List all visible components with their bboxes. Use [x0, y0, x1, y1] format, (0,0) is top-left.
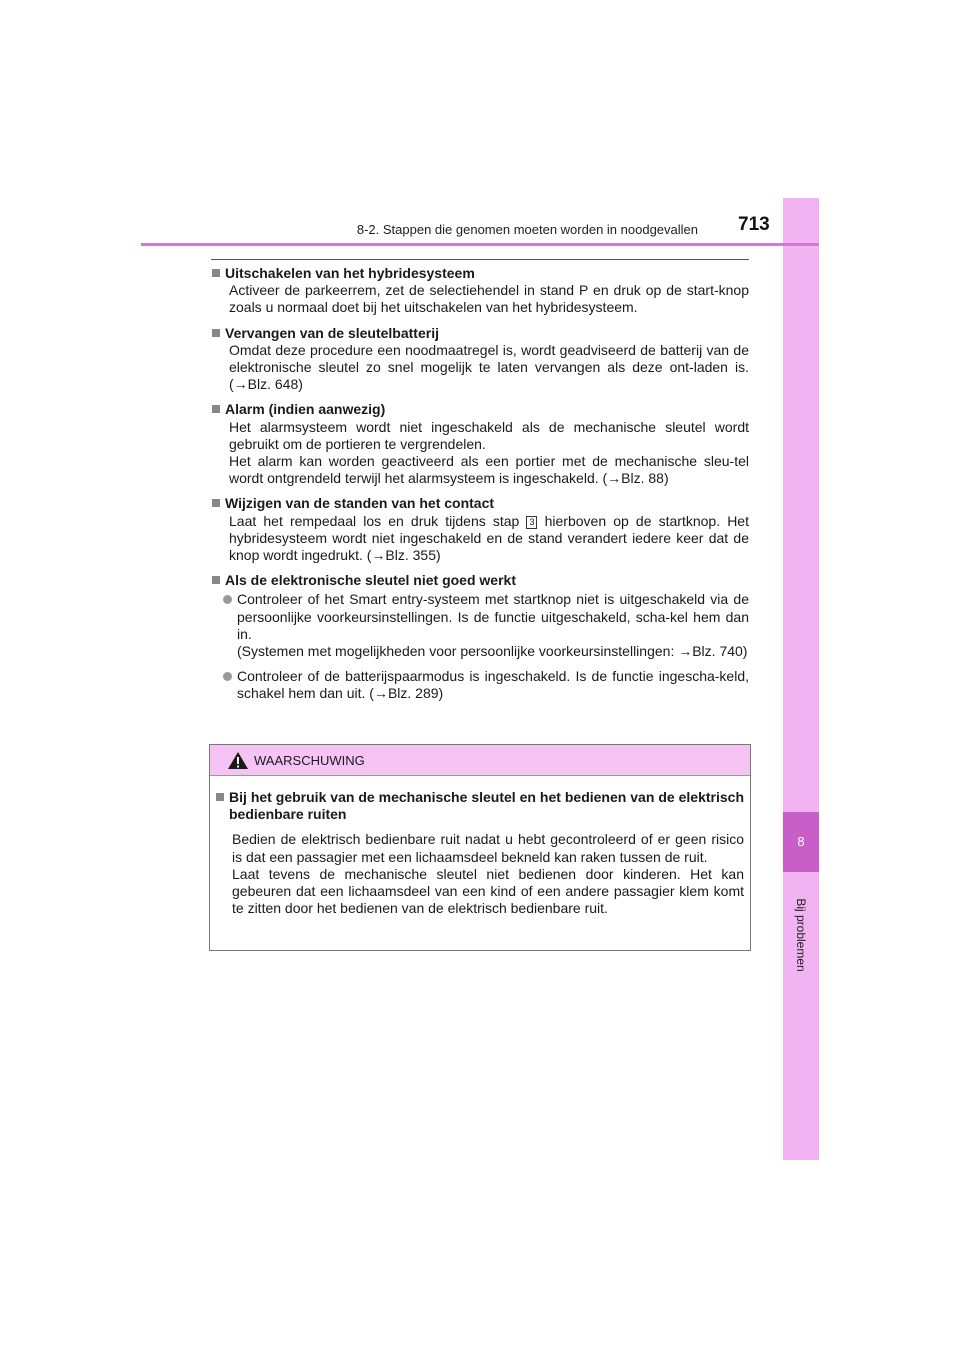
section-text: Activeer de parkeerrem, zet de selectiehendel in stand P en druk op de start-knop zoals u normaal doet bij het uitschakelen van het hybridesysteem.: [229, 282, 749, 316]
warning-title: WAARSCHUWING: [254, 753, 365, 768]
list-item-text: Controleer of het Smart entry-systeem met startknop niet is uitgeschakeld via de persoonlijke voorkeursinstellingen. Is de functie uitgeschakeld, scha-kel hem dan in.: [237, 591, 749, 642]
square-bullet-icon: [216, 793, 224, 801]
circle-bullet-icon: [223, 672, 232, 681]
list-item-text: Controleer of de batterijspaarmodus is ingeschakeld. Is de functie ingescha-keld, schakel hem dan uit. (→Blz. 289): [237, 668, 749, 702]
main-content: [211, 265, 749, 703]
section-heading: Wijzigen van de standen van het contact: [211, 495, 749, 512]
square-bullet-icon: [212, 499, 220, 507]
header-rule: [141, 243, 819, 246]
content-top-rule: [211, 259, 749, 260]
section-heading: Als de elektronische sleutel niet goed werkt: [211, 572, 749, 589]
warning-box: [209, 744, 751, 951]
page-number: 713: [738, 214, 770, 235]
circle-bullet-icon: [223, 595, 232, 604]
square-bullet-icon: [212, 329, 220, 337]
warning-text: Bedien de elektrisch bedienbare ruit nadat u hebt gecontroleerd of er geen risico is dat een passagier met een lichaamsdeel bekneld kan raken tussen de ruit. Laat tevens de mechanische sleutel niet bedienen door kinderen. Het kan gebeuren dat een lichaamsdeel van een kind of een andere passagier klem komt te zitten door het bedienen van de elektrisch bedienbare ruit.: [232, 831, 744, 917]
section-text: Het alarm kan worden geactiveerd als een portier met de mechanische sleu-tel wordt ontgrendeld terwijl het alarmsysteem is ingeschakeld. (→Blz. 88): [229, 453, 749, 487]
square-bullet-icon: [212, 576, 220, 584]
section-heading: Alarm (indien aanwezig): [211, 401, 749, 418]
chapter-label-text: Bij problemen: [794, 898, 808, 972]
square-bullet-icon: [212, 405, 220, 413]
chapter-sidebar: [783, 198, 819, 1160]
list-item: [223, 591, 749, 660]
section-title: 8-2. Stappen die genomen moeten worden in noodgevallen: [356, 222, 698, 237]
warning-triangle-icon: [227, 751, 249, 770]
section-text: Omdat deze procedure een noodmaatregel is, wordt geadviseerd de batterij van de elektronische sleutel zo snel mogelijk te laten vervangen als deze ont-laden is. (→Blz. 648): [229, 341, 749, 393]
warning-header: [210, 745, 750, 776]
section-heading: Vervangen van de sleutelbatterij: [211, 325, 749, 342]
warning-heading: Bij het gebruik van de mechanische sleutel en het bedienen van de elektrisch bedienbare ruiten: [215, 789, 744, 823]
section-text: Het alarmsysteem wordt niet ingeschakeld als de mechanische sleutel wordt gebruikt om de portieren te vergrendelen.: [229, 418, 749, 452]
chapter-number-tab[interactable]: 8: [783, 812, 819, 872]
list-item-text: (Systemen met mogelijkheden voor persoonlijke voorkeursinstellingen: →Blz. 740): [237, 643, 748, 660]
step-reference: 3: [526, 516, 537, 529]
section-text: Laat het rempedaal los en druk tijdens stap 3 hierboven op de startknop. Het hybridesysteem wordt niet ingeschakeld en de stand verandert iedere keer dat de knop wordt ingedrukt. (→Blz. 355): [229, 512, 749, 564]
square-bullet-icon: [212, 269, 220, 277]
section-heading: Uitschakelen van het hybridesysteem: [211, 265, 749, 282]
list-item: [223, 668, 749, 702]
warning-body: [210, 776, 750, 917]
chapter-label: [783, 880, 819, 990]
